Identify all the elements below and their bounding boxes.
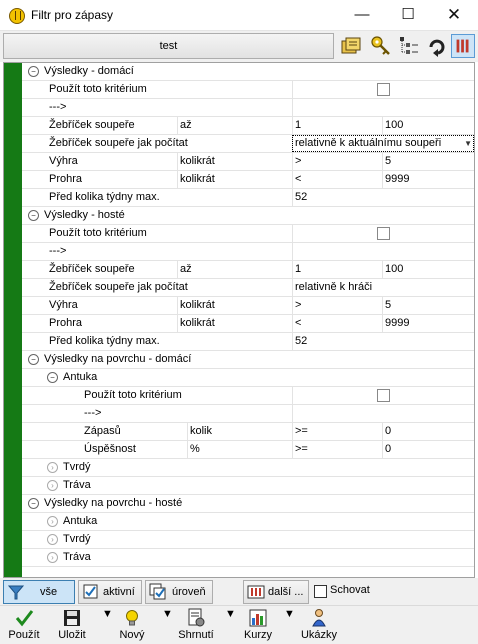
subsection-header[interactable]: [22, 549, 474, 567]
criterion-row[interactable]: [22, 225, 474, 243]
criterion-row[interactable]: [22, 441, 474, 459]
operator-cell[interactable]: <: [292, 315, 382, 332]
subsection-title: Tráva: [63, 551, 91, 563]
summary-dropdown-chevron-down-icon[interactable]: ▼: [225, 608, 236, 620]
level-label: úroveň: [172, 586, 206, 598]
mode-cell: až: [177, 261, 292, 278]
collapse-icon[interactable]: −: [47, 372, 58, 383]
window-title: Filtr pro zápasy: [31, 8, 114, 22]
unit-cell: %: [187, 441, 292, 458]
value-cell[interactable]: 0: [382, 441, 474, 458]
save-label: Uložit: [58, 629, 86, 641]
hide-checkbox[interactable]: [314, 585, 327, 598]
section-header[interactable]: [22, 63, 474, 81]
criterion-row[interactable]: [22, 99, 474, 117]
unit-cell: kolikrát: [177, 153, 292, 170]
subsection-header[interactable]: [22, 477, 474, 495]
columns-icon[interactable]: [451, 34, 475, 58]
row-label: Prohra: [49, 173, 83, 185]
row-label: Žebříček soupeře jak počítat: [49, 281, 188, 293]
person-icon: [309, 608, 329, 628]
examples-label: Ukázky: [300, 629, 338, 641]
operator-cell[interactable]: >: [292, 297, 382, 314]
more-label: další ...: [268, 586, 304, 598]
row-label: Žebříček soupeře: [49, 263, 135, 275]
calc-mode-dropdown[interactable]: [292, 135, 474, 152]
subsection-title: Antuka: [63, 371, 98, 383]
row-label: Žebříček soupeře: [49, 119, 135, 131]
value-cell[interactable]: [292, 387, 474, 404]
subsection-title: Tvrdý: [63, 533, 91, 545]
collapse-icon[interactable]: −: [28, 498, 39, 509]
unit-cell: kolikrát: [177, 315, 292, 332]
criterion-row[interactable]: [22, 387, 474, 405]
apply-label: Použít: [8, 629, 40, 641]
criterion-row[interactable]: [22, 333, 474, 351]
summary-label: Shrnutí: [178, 629, 214, 641]
row-label: Výhra: [49, 299, 78, 311]
value-cell[interactable]: [292, 81, 474, 98]
checkmark-icon: [14, 608, 34, 628]
view-toggle-strip: [0, 578, 478, 605]
collapse-icon[interactable]: −: [28, 354, 39, 365]
show-all-button[interactable]: [3, 580, 75, 604]
calc-mode-cell[interactable]: relativně k hráči: [292, 279, 474, 296]
row-label: --->: [49, 245, 67, 257]
section-title: Výsledky na povrchu - hosté: [44, 497, 183, 509]
unit-cell: kolikrát: [177, 297, 292, 314]
row-label: Žebříček soupeře jak počítat: [49, 137, 188, 149]
use-criterion-checkbox[interactable]: [377, 227, 390, 240]
section-title: Výsledky - hosté: [44, 209, 125, 221]
operator-cell[interactable]: >=: [292, 423, 382, 440]
operator-cell[interactable]: >=: [292, 441, 382, 458]
mode-cell: až: [177, 117, 292, 134]
key-icon[interactable]: [369, 34, 393, 58]
save-button[interactable]: [52, 608, 92, 644]
use-criterion-checkbox[interactable]: [377, 83, 390, 96]
from-value-cell[interactable]: 1: [292, 117, 382, 134]
row-label: --->: [49, 101, 67, 113]
title-bar: [0, 0, 478, 31]
more-button[interactable]: [243, 580, 309, 604]
filter-icon: [7, 583, 25, 601]
hide-label: Schovat: [330, 584, 370, 596]
row-label: Úspěšnost: [84, 443, 136, 455]
show-active-button[interactable]: [78, 580, 142, 604]
value-cell[interactable]: [292, 99, 474, 116]
criterion-row[interactable]: [22, 153, 474, 171]
row-label: Výhra: [49, 155, 78, 167]
section-title: Výsledky na povrchu - domácí: [44, 353, 192, 365]
row-label: --->: [84, 407, 102, 419]
columns-icon: [247, 583, 265, 601]
floppy-disk-icon: [62, 608, 82, 628]
unit-cell: kolik: [187, 423, 292, 440]
tree-view-icon[interactable]: [397, 34, 421, 58]
expand-icon[interactable]: ›: [47, 552, 58, 563]
row-label: Použít toto kritérium: [49, 83, 147, 95]
value-cell[interactable]: 9999: [382, 315, 474, 332]
collapse-icon[interactable]: −: [28, 66, 39, 77]
expand-icon[interactable]: ›: [47, 534, 58, 545]
command-bar: [0, 605, 478, 644]
subsection-title: Antuka: [63, 515, 98, 527]
value-cell[interactable]: 52: [292, 333, 474, 350]
row-label: Prohra: [49, 317, 83, 329]
operator-cell[interactable]: <: [292, 171, 382, 188]
new-label: Nový: [119, 629, 145, 641]
section-header[interactable]: [22, 351, 474, 369]
close-button[interactable]: ✕: [446, 5, 462, 24]
value-cell[interactable]: 0: [382, 423, 474, 440]
value-cell[interactable]: [292, 225, 474, 242]
row-label: Použít toto kritérium: [49, 227, 147, 239]
refresh-icon[interactable]: [425, 34, 449, 58]
subsection-header[interactable]: [22, 531, 474, 549]
expand-icon[interactable]: ›: [47, 462, 58, 473]
filter-tree[interactable]: [3, 62, 475, 578]
level-button[interactable]: [145, 580, 213, 604]
unit-cell: kolikrát: [177, 171, 292, 188]
apply-button[interactable]: [4, 608, 44, 644]
criterion-row[interactable]: [22, 297, 474, 315]
maximize-button[interactable]: ☐: [401, 6, 415, 23]
subsection-title: Tvrdý: [63, 461, 91, 473]
multi-check-icon: [149, 583, 167, 601]
from-value-cell[interactable]: 1: [292, 261, 382, 278]
criterion-row[interactable]: [22, 405, 474, 423]
examples-button[interactable]: [296, 608, 342, 644]
subsection-header[interactable]: [22, 513, 474, 531]
to-value-cell[interactable]: 100: [382, 261, 474, 278]
criterion-row[interactable]: [22, 423, 474, 441]
row-label: Před kolika týdny max.: [49, 335, 160, 347]
criterion-row[interactable]: [22, 81, 474, 99]
section-header[interactable]: [22, 207, 474, 225]
value-cell[interactable]: 52: [292, 189, 474, 206]
section-title: Výsledky - domácí: [44, 65, 134, 77]
value-cell[interactable]: 5: [382, 153, 474, 170]
odds-button[interactable]: [236, 608, 280, 644]
chevron-down-icon[interactable]: ▼: [464, 139, 472, 148]
folder-open-icon[interactable]: [339, 34, 363, 58]
bar-chart-icon: [248, 608, 268, 628]
show-all-label: vše: [40, 586, 58, 598]
collapse-icon[interactable]: −: [28, 210, 39, 221]
row-label: Zápasů: [84, 425, 121, 437]
value-cell[interactable]: 9999: [382, 171, 474, 188]
minimize-button[interactable]: —: [354, 6, 370, 23]
criterion-row[interactable]: [22, 261, 474, 279]
subsection-title: Tráva: [63, 479, 91, 491]
expand-icon[interactable]: ›: [47, 480, 58, 491]
criterion-row[interactable]: [22, 279, 474, 297]
toolbar: [0, 31, 478, 62]
value-cell[interactable]: 5: [382, 297, 474, 314]
odds-label: Kurzy: [243, 629, 273, 641]
criterion-row[interactable]: [22, 171, 474, 189]
dropdown-value: relativně k aktuálnímu soupeři: [295, 137, 442, 149]
criterion-row[interactable]: [22, 315, 474, 333]
save-dropdown-chevron-down-icon[interactable]: ▼: [102, 608, 113, 620]
checkbox-checked-icon: [82, 583, 100, 601]
value-cell[interactable]: [292, 405, 474, 422]
filter-active-bar: [4, 63, 22, 577]
new-button[interactable]: [112, 608, 152, 644]
criterion-row[interactable]: [22, 189, 474, 207]
row-label: Před kolika týdny max.: [49, 191, 160, 203]
section-header[interactable]: [22, 495, 474, 513]
preset-button[interactable]: test: [3, 33, 334, 59]
lightbulb-icon: [122, 608, 142, 628]
summary-button[interactable]: [172, 608, 220, 644]
document-gear-icon: [186, 608, 206, 628]
criterion-row[interactable]: [22, 243, 474, 261]
value-cell[interactable]: [292, 243, 474, 260]
show-active-label: aktivní: [103, 586, 135, 598]
to-value-cell[interactable]: 100: [382, 117, 474, 134]
criterion-row[interactable]: [22, 135, 474, 153]
odds-dropdown-chevron-down-icon[interactable]: ▼: [284, 608, 295, 620]
subsection-header[interactable]: [22, 369, 474, 387]
criterion-row[interactable]: [22, 117, 474, 135]
new-dropdown-chevron-down-icon[interactable]: ▼: [162, 608, 173, 620]
expand-icon[interactable]: ›: [47, 516, 58, 527]
app-icon: [9, 8, 25, 24]
row-label: Použít toto kritérium: [84, 389, 182, 401]
operator-cell[interactable]: >: [292, 153, 382, 170]
use-criterion-checkbox[interactable]: [377, 389, 390, 402]
subsection-header[interactable]: [22, 459, 474, 477]
